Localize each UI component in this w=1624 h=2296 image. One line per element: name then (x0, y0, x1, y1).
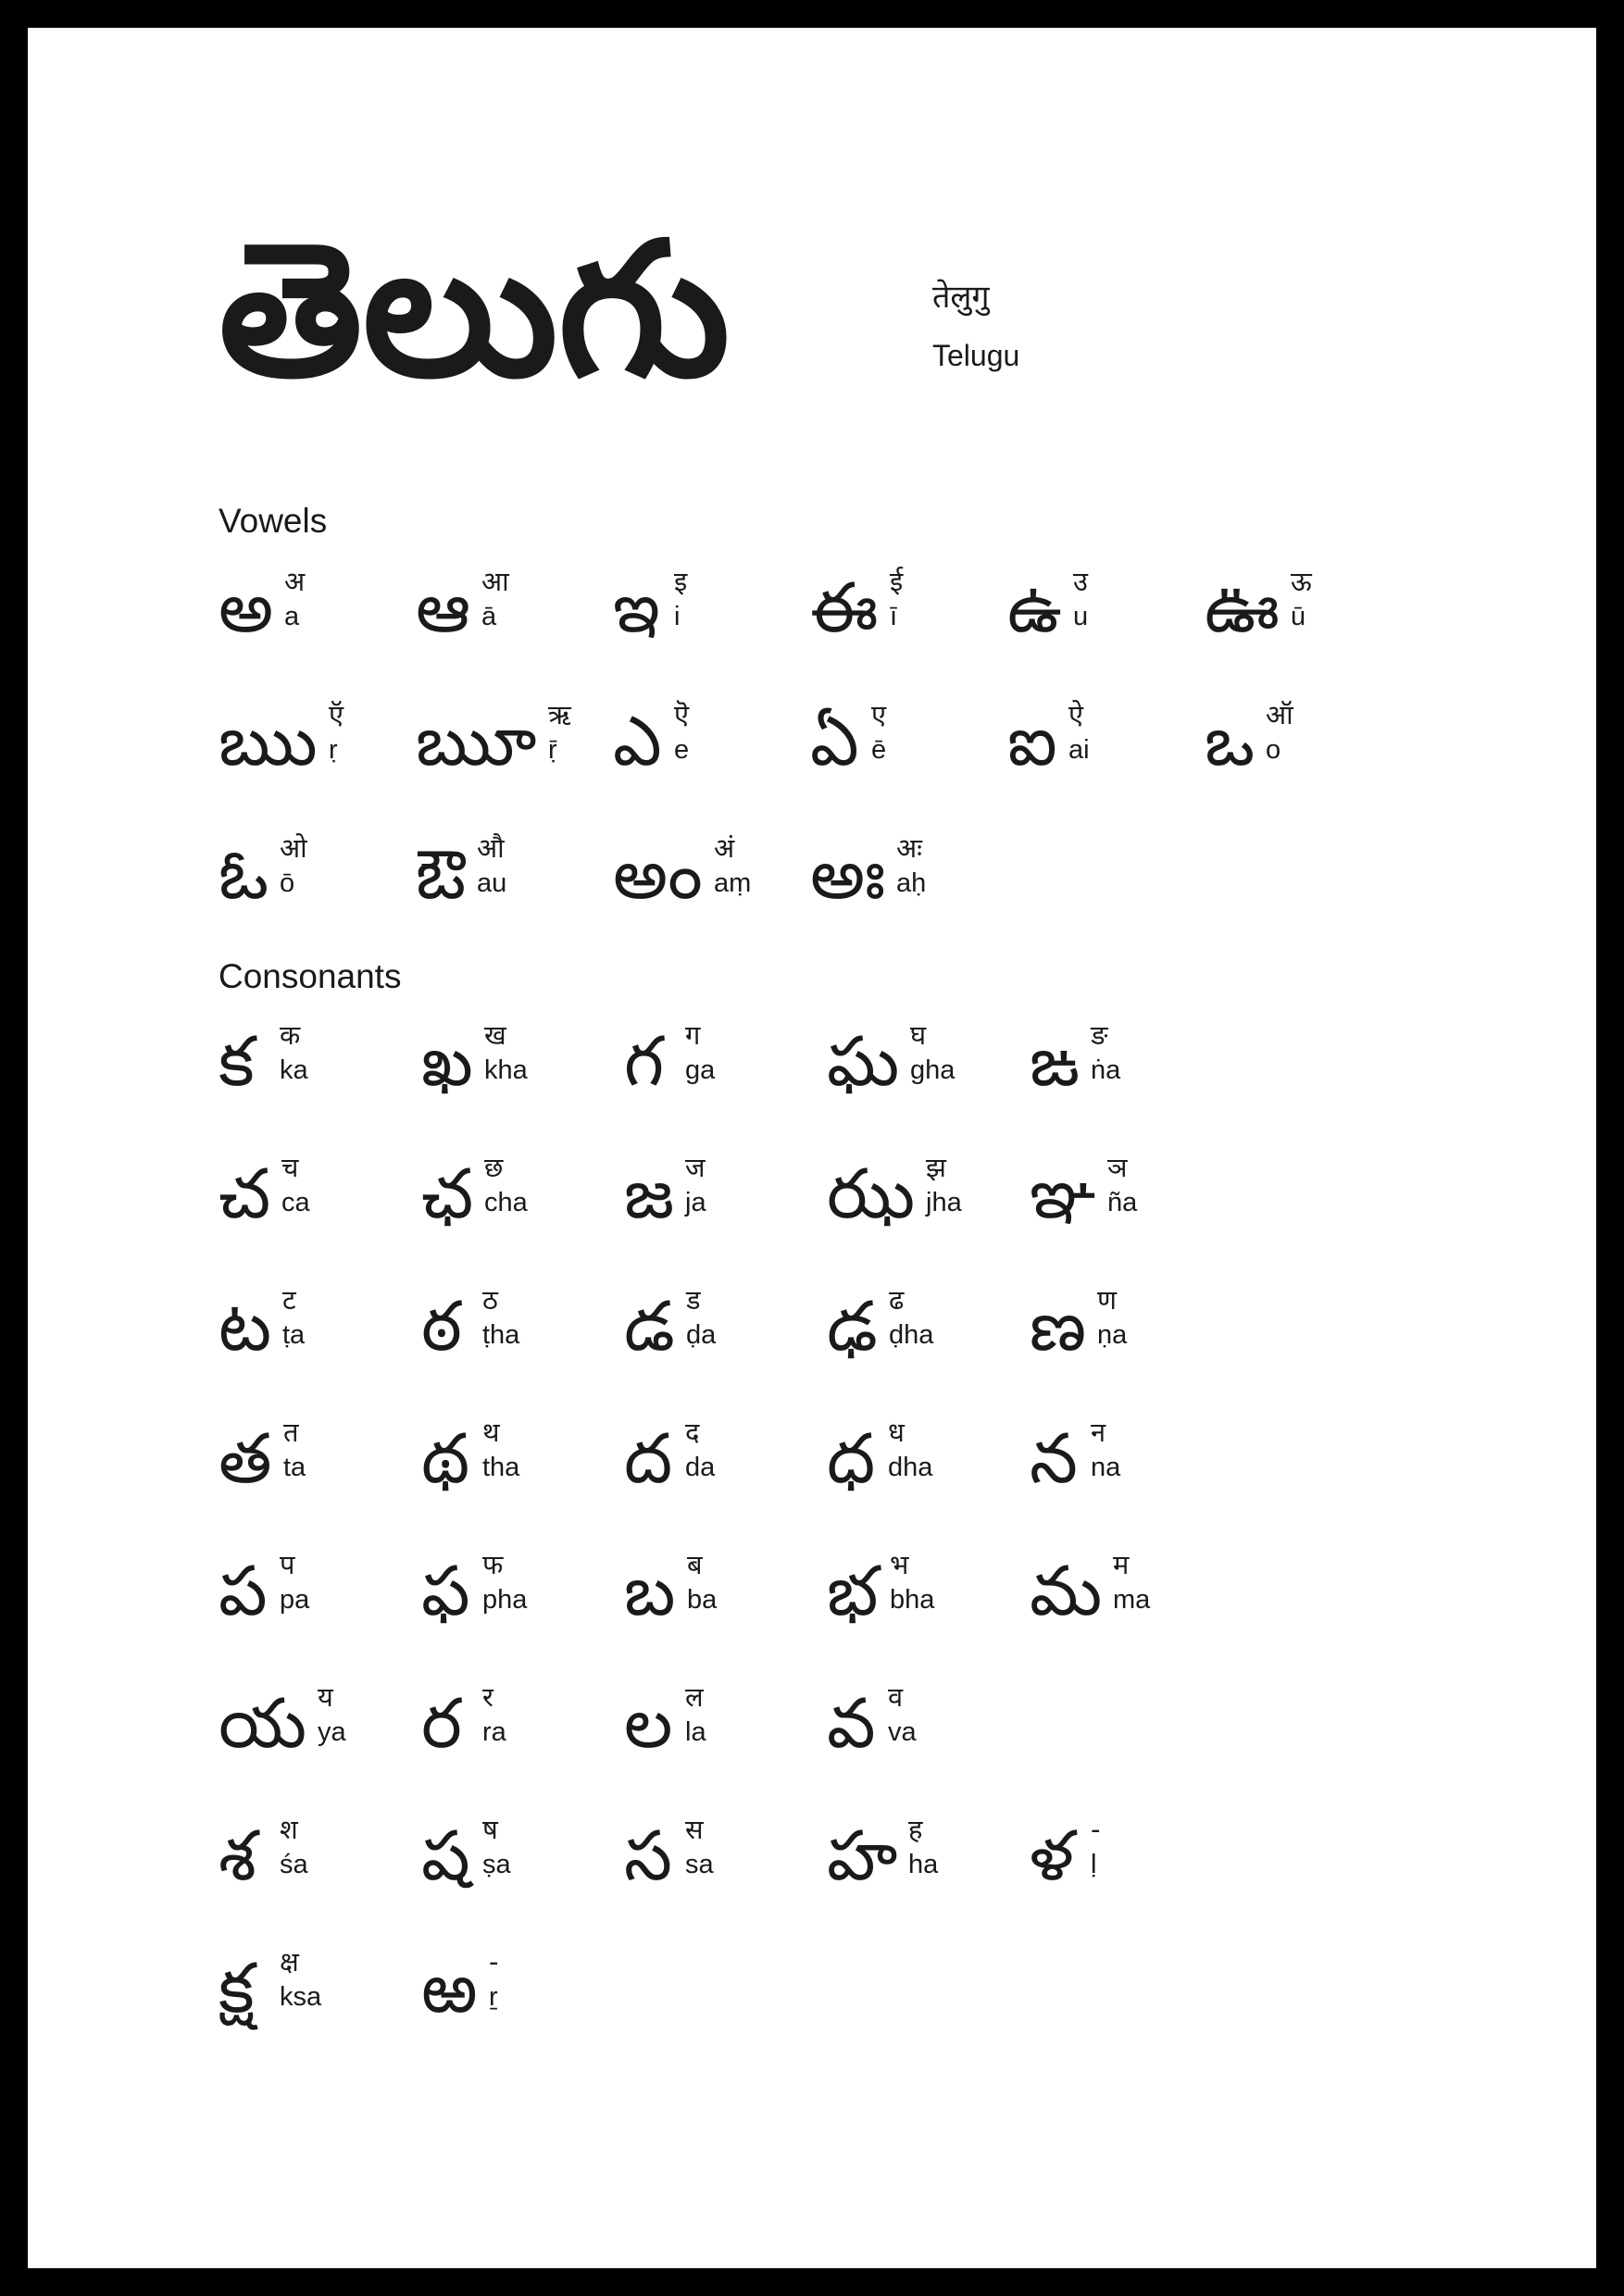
latin-transliteration: ta (283, 1453, 306, 1483)
latin-transliteration: u (1073, 602, 1089, 632)
letter-transliteration (1073, 565, 1088, 634)
devanagari-equivalent: क (280, 1019, 301, 1051)
latin-transliteration: ga (685, 1055, 716, 1086)
devanagari-equivalent: अः (896, 832, 923, 864)
latin-transliteration: pa (280, 1585, 310, 1616)
devanagari-equivalent: आ (481, 566, 509, 597)
latin-transliteration: ṅa (1091, 1055, 1121, 1086)
letter-transliteration (685, 1680, 706, 1750)
telugu-letter: ఛ (421, 1154, 474, 1234)
letter-cell (416, 831, 613, 952)
letter-cell (219, 565, 416, 685)
latin-transliteration: ḷ (1091, 1850, 1097, 1880)
telugu-letter: గ (624, 1022, 665, 1102)
letter-transliteration (477, 831, 506, 901)
latin-transliteration: ū (1291, 602, 1306, 632)
telugu-letter: ఞ (1030, 1154, 1097, 1234)
latin-transliteration: ha (908, 1850, 939, 1880)
letter-transliteration (714, 831, 751, 901)
devanagari-equivalent: ढ (889, 1284, 905, 1316)
latin-transliteration: ṭa (282, 1320, 306, 1351)
letter-transliteration (548, 698, 571, 767)
devanagari-equivalent: ल (685, 1681, 704, 1713)
latin-transliteration: ḍa (686, 1320, 717, 1351)
letter-transliteration (1097, 1283, 1127, 1353)
telugu-letter: ఙ (1030, 1022, 1081, 1102)
devanagari-equivalent: ऊ (1291, 566, 1312, 597)
devanagari-equivalent: ष (482, 1814, 498, 1845)
letter-transliteration (889, 1283, 933, 1353)
latin-transliteration: au (477, 868, 507, 899)
letter-transliteration (284, 565, 305, 634)
latin-transliteration: aṃ (714, 868, 752, 899)
letter-cell (613, 698, 810, 818)
devanagari-equivalent: ज (685, 1152, 706, 1183)
telugu-letter: భ (827, 1552, 879, 1631)
letter-transliteration (896, 831, 926, 901)
devanagari-equivalent: छ (484, 1152, 504, 1183)
telugu-letter: ఎ (613, 702, 662, 781)
telugu-letter: ధ (827, 1419, 876, 1499)
letter-cell (1007, 565, 1205, 685)
letter-transliteration (685, 1416, 715, 1485)
letter-transliteration (685, 1018, 715, 1088)
letter-cell (219, 1416, 416, 1536)
telugu-letter: ష (421, 1816, 470, 1896)
devanagari-equivalent: ऎ (674, 699, 690, 730)
latin-transliteration: ña (1107, 1188, 1138, 1218)
telugu-letter: ల (624, 1684, 673, 1764)
letter-transliteration (910, 1018, 955, 1088)
letter-cell (421, 1548, 618, 1668)
devanagari-equivalent: भ (890, 1549, 909, 1580)
chart-page (28, 28, 1596, 2268)
letter-transliteration (1068, 698, 1090, 767)
letter-cell (624, 1283, 821, 1404)
latin-transliteration: ka (280, 1055, 308, 1086)
telugu-letter: ఏ (810, 702, 859, 781)
devanagari-equivalent: ऋ (548, 699, 571, 730)
latin-transliteration: jha (926, 1188, 962, 1218)
letter-transliteration (280, 1813, 308, 1882)
devanagari-equivalent: ध (888, 1416, 905, 1448)
devanagari-equivalent: ऍ (329, 699, 344, 730)
telugu-letter: బ (624, 1552, 676, 1631)
telugu-letter: న (1030, 1419, 1078, 1499)
telugu-letter: అ (219, 568, 274, 648)
telugu-letter: ఠ (421, 1287, 462, 1366)
letter-cell (624, 1548, 821, 1668)
letter-transliteration (1091, 1813, 1100, 1882)
devanagari-equivalent: व (888, 1681, 904, 1713)
devanagari-equivalent: ख (484, 1019, 506, 1051)
devanagari-equivalent: स (685, 1814, 704, 1845)
telugu-letter: ఖ (421, 1022, 473, 1102)
devanagari-equivalent: र (482, 1681, 493, 1713)
letter-cell (1030, 1548, 1227, 1668)
latin-transliteration: ō (280, 868, 295, 899)
telugu-letter: ఈ (810, 568, 879, 648)
devanagari-equivalent: श (280, 1814, 298, 1845)
devanagari-equivalent: न (1091, 1416, 1106, 1448)
letter-cell (219, 1548, 416, 1668)
latin-transliteration: dha (888, 1453, 933, 1483)
latin-transliteration: cha (484, 1188, 528, 1218)
letter-transliteration (908, 1813, 938, 1882)
letter-transliteration (674, 698, 689, 767)
letter-cell (624, 1151, 821, 1271)
letter-cell (1030, 1813, 1227, 1933)
telugu-letter: ఉ (1007, 568, 1063, 648)
latin-transliteration: da (685, 1453, 716, 1483)
letter-transliteration (482, 1416, 519, 1485)
letter-cell (1007, 698, 1205, 818)
latin-transliteration: a (284, 602, 300, 632)
telugu-letter: అం (613, 835, 703, 915)
latin-transliteration: o (1266, 735, 1281, 766)
latin-transliteration: bha (890, 1585, 935, 1616)
latin-transliteration: ī (890, 602, 898, 632)
letter-transliteration (1113, 1548, 1150, 1617)
devanagari-equivalent: थ (482, 1416, 500, 1448)
letter-transliteration (481, 565, 509, 634)
letter-transliteration (318, 1680, 346, 1750)
letter-cell (624, 1018, 821, 1139)
letter-cell (810, 831, 1007, 952)
telugu-letter: ఒ (1205, 702, 1255, 781)
telugu-letter: మ (1030, 1552, 1103, 1631)
devanagari-equivalent: इ (674, 566, 688, 597)
telugu-letter: య (219, 1684, 307, 1764)
telugu-letter: ఫ (421, 1552, 470, 1631)
telugu-letter: స (624, 1816, 672, 1896)
letter-cell (219, 831, 416, 952)
latin-transliteration: ksa (280, 1982, 322, 2013)
latin-transliteration: ḍha (889, 1320, 934, 1351)
devanagari-equivalent: म (1113, 1549, 1130, 1580)
latin-transliteration: sa (685, 1850, 714, 1880)
letter-transliteration (482, 1680, 506, 1750)
devanagari-equivalent: ङ (1091, 1019, 1108, 1051)
telugu-letter: ఓ (219, 835, 269, 915)
devanagari-equivalent: त (283, 1416, 299, 1448)
letter-cell (421, 1151, 618, 1271)
letter-cell (827, 1548, 1024, 1668)
devanagari-equivalent: ए (871, 699, 887, 730)
telugu-letter: ప (219, 1552, 268, 1631)
telugu-letter: హ (827, 1816, 898, 1896)
letter-cell (416, 698, 613, 818)
devanagari-equivalent: ओ (280, 832, 307, 864)
letter-cell (219, 1018, 416, 1139)
devanagari-equivalent: फ (482, 1549, 504, 1580)
latin-transliteration: pha (482, 1585, 528, 1616)
telugu-letter: ర (421, 1684, 462, 1764)
telugu-letter: త (219, 1419, 272, 1499)
telugu-letter: ఇ (613, 568, 660, 648)
letter-cell (416, 565, 613, 685)
latin-transliteration: na (1091, 1453, 1121, 1483)
latin-transliteration: ṣa (482, 1850, 511, 1880)
latin-transliteration: tha (482, 1453, 520, 1483)
letter-cell (1205, 698, 1402, 818)
telugu-letter: ఔ (416, 835, 467, 915)
letter-cell (613, 831, 810, 952)
telugu-letter: థ (421, 1419, 470, 1499)
telugu-letter: క్ష (219, 1949, 255, 2028)
letter-transliteration (489, 1945, 498, 2015)
devanagari-equivalent: ऑ (1266, 699, 1293, 730)
letter-cell (624, 1416, 821, 1536)
letter-cell (219, 698, 416, 818)
letter-transliteration (1291, 565, 1312, 634)
letter-cell (219, 1151, 416, 1271)
latin-transliteration: ma (1113, 1585, 1151, 1616)
latin-transliteration: ba (687, 1585, 718, 1616)
letter-transliteration (280, 1548, 309, 1617)
telugu-letter: ఐ (1007, 702, 1057, 781)
letter-cell (421, 1945, 618, 2065)
latin-transliteration: ṭha (482, 1320, 520, 1351)
letter-transliteration (329, 698, 344, 767)
latin-transliteration: ṛ (329, 735, 338, 766)
letter-cell (624, 1680, 821, 1801)
letter-cell (1205, 565, 1402, 685)
telugu-letter: శ (219, 1816, 256, 1896)
letter-cell (810, 698, 1007, 818)
latin-transliteration: śa (280, 1850, 308, 1880)
letter-cell (1030, 1283, 1227, 1404)
letter-cell (624, 1813, 821, 1933)
telugu-letter: ఋ (219, 702, 318, 781)
letter-cell (613, 565, 810, 685)
letter-cell (1030, 1018, 1227, 1139)
latin-transliteration: i (674, 602, 681, 632)
letter-cell (827, 1283, 1024, 1404)
letter-transliteration (888, 1680, 917, 1750)
devanagari-equivalent: ञ (1107, 1152, 1128, 1183)
letter-transliteration (281, 1151, 310, 1220)
vowels-heading: Vowels (219, 502, 328, 540)
letter-transliteration (926, 1151, 962, 1220)
latin-transliteration: ṟ (489, 1982, 498, 2013)
letter-cell (1030, 1151, 1227, 1271)
letter-transliteration (686, 1283, 716, 1353)
latin-transliteration: ā (481, 602, 497, 632)
letter-transliteration (890, 1548, 934, 1617)
letter-cell (827, 1151, 1024, 1271)
letter-cell (421, 1813, 618, 1933)
latin-transliteration: ṝ (548, 735, 557, 766)
devanagari-equivalent: ब (687, 1549, 703, 1580)
letter-transliteration (687, 1548, 717, 1617)
letter-transliteration (482, 1283, 519, 1353)
devanagari-equivalent: ह (908, 1814, 923, 1845)
devanagari-equivalent: उ (1073, 566, 1088, 597)
devanagari-equivalent: द (685, 1416, 700, 1448)
letter-cell (421, 1283, 618, 1404)
devanagari-equivalent: ड (686, 1284, 701, 1316)
devanagari-equivalent: प (280, 1549, 295, 1580)
telugu-letter: క (219, 1022, 255, 1102)
latin-transliteration: ja (685, 1188, 706, 1218)
letter-transliteration (484, 1018, 528, 1088)
devanagari-equivalent: - (489, 1946, 499, 1978)
letter-cell (421, 1680, 618, 1801)
letter-transliteration (685, 1151, 706, 1220)
latin-transliteration: la (685, 1717, 706, 1748)
telugu-letter: చ (219, 1154, 271, 1234)
letter-transliteration (674, 565, 687, 634)
letter-transliteration (484, 1151, 528, 1220)
devanagari-equivalent: ई (890, 566, 904, 597)
telugu-letter: ఊ (1205, 568, 1280, 648)
letter-cell (219, 1813, 416, 1933)
latin-transliteration: ca (281, 1188, 310, 1218)
devanagari-equivalent: ठ (482, 1284, 498, 1316)
letter-transliteration (280, 1945, 321, 2015)
latin-transliteration: ē (871, 735, 887, 766)
latin-transliteration: va (888, 1717, 917, 1748)
devanagari-equivalent: झ (926, 1152, 946, 1183)
devanagari-equivalent: क्ष (280, 1946, 299, 1978)
letter-transliteration (1266, 698, 1293, 767)
letter-cell (219, 1680, 416, 1801)
telugu-letter: ట (219, 1287, 272, 1366)
devanagari-equivalent: ग (685, 1019, 701, 1051)
telugu-letter: అః (810, 835, 886, 915)
latin-transliteration: ṇa (1097, 1320, 1128, 1351)
telugu-letter: ణ (1030, 1287, 1087, 1366)
letter-cell (827, 1813, 1024, 1933)
telugu-letter: ఢ (827, 1287, 878, 1366)
letter-transliteration (283, 1416, 306, 1485)
devanagari-equivalent: - (1091, 1814, 1101, 1845)
devanagari-equivalent: ट (282, 1284, 296, 1316)
devanagari-equivalent: ऐ (1068, 699, 1084, 730)
letter-cell (827, 1680, 1024, 1801)
telugu-letter: ఱ (421, 1949, 478, 2028)
letter-cell (219, 1283, 416, 1404)
letter-cell (827, 1018, 1024, 1139)
telugu-letter: ళ (1030, 1816, 1074, 1896)
telugu-letter: ఆ (416, 568, 471, 648)
telugu-letter: జ (624, 1154, 675, 1234)
letter-transliteration (482, 1548, 527, 1617)
letter-transliteration (685, 1813, 714, 1882)
letter-cell (810, 565, 1007, 685)
telugu-letter: ఘ (827, 1022, 900, 1102)
letter-transliteration (282, 1283, 305, 1353)
letter-cell (1030, 1416, 1227, 1536)
letter-cell (827, 1416, 1024, 1536)
letter-transliteration (280, 1018, 308, 1088)
letter-transliteration (1091, 1416, 1120, 1485)
letter-transliteration (280, 831, 307, 901)
devanagari-equivalent: अं (714, 832, 735, 864)
letter-transliteration (890, 565, 903, 634)
letter-transliteration (1107, 1151, 1137, 1220)
letter-cell (421, 1416, 618, 1536)
title-latin: Telugu (932, 339, 1020, 372)
title-devanagari: तेलुगु (932, 279, 990, 316)
letter-cell (219, 1945, 416, 2065)
letter-transliteration (871, 698, 886, 767)
latin-transliteration: kha (484, 1055, 528, 1086)
letter-cell (421, 1018, 618, 1139)
devanagari-equivalent: ण (1097, 1284, 1117, 1316)
devanagari-equivalent: च (281, 1152, 299, 1183)
consonants-heading: Consonants (219, 957, 402, 995)
letter-transliteration (1091, 1018, 1120, 1088)
latin-transliteration: ya (318, 1717, 346, 1748)
latin-transliteration: gha (910, 1055, 956, 1086)
telugu-letter: ద (624, 1419, 673, 1499)
latin-transliteration: ai (1068, 735, 1090, 766)
telugu-letter: ఝ (827, 1154, 916, 1234)
devanagari-equivalent: घ (910, 1019, 927, 1051)
telugu-letter: ౠ (416, 702, 537, 781)
devanagari-equivalent: अ (284, 566, 306, 597)
telugu-letter: డ (624, 1287, 675, 1366)
latin-transliteration: ra (482, 1717, 506, 1748)
devanagari-equivalent: औ (477, 832, 505, 864)
devanagari-equivalent: य (318, 1681, 333, 1713)
telugu-letter: వ (827, 1684, 876, 1764)
title-telugu: తెలుగు (219, 203, 731, 418)
letter-transliteration (482, 1813, 511, 1882)
letter-transliteration (888, 1416, 932, 1485)
latin-transliteration: e (674, 735, 690, 766)
latin-transliteration: aḥ (896, 868, 927, 899)
